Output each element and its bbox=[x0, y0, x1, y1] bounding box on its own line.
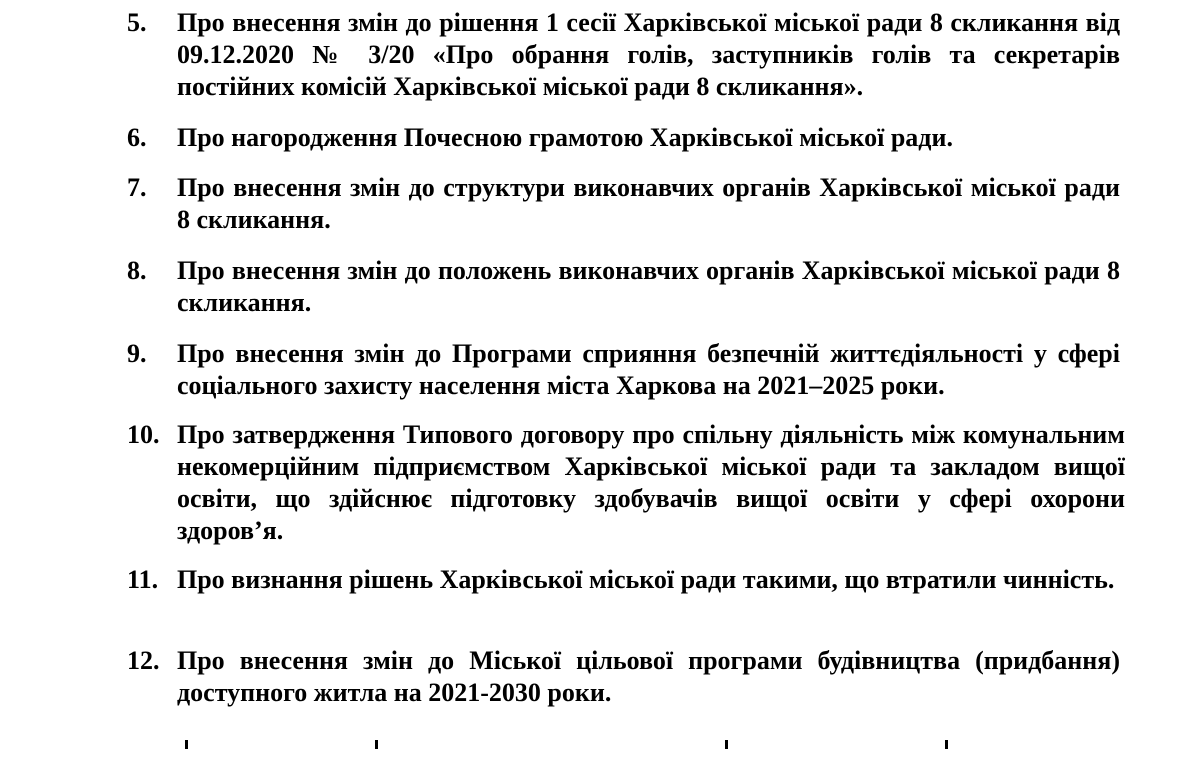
item-text: Про нагородження Почесною грамотою Харківської міської ради. bbox=[177, 123, 953, 152]
item-text: Про затвердження Типового договору про спільну діяльність між комунальним некомерційним підприємством Харківської міської ради та закладом вищої освіти, що здійснює підготовку здобувачів вищої освіти у сфері охорони здоров’я. bbox=[177, 420, 1125, 545]
agenda-item-6 bbox=[127, 122, 1120, 154]
agenda-item-12 bbox=[127, 645, 1120, 709]
item-number: 11. bbox=[127, 565, 159, 594]
agenda-item-8 bbox=[127, 255, 1120, 319]
cropped-next-line bbox=[175, 740, 1005, 750]
item-number: 5. bbox=[127, 8, 147, 37]
item-text: Про внесення змін до Програми сприяння безпечній життєдіяльності у сфері соціального захисту населення міста Харкова на 2021–2025 роки. bbox=[177, 339, 1120, 400]
item-text: Про внесення змін до положень виконавчих органів Харківської міської ради 8 скликання. bbox=[177, 256, 1120, 317]
item-number: 7. bbox=[127, 173, 147, 202]
agenda-item-11 bbox=[127, 564, 1120, 596]
agenda-item-9 bbox=[127, 338, 1120, 402]
item-text: Про внесення змін до структури виконавчих органів Харківської міської ради 8 скликання. bbox=[177, 173, 1120, 234]
item-number: 10. bbox=[127, 420, 160, 449]
item-number: 6. bbox=[127, 123, 147, 152]
item-text: Про визнання рішень Харківської міської ради такими, що втратили чинність. bbox=[177, 565, 1115, 594]
agenda-item-5 bbox=[127, 7, 1120, 103]
agenda-item-10 bbox=[127, 419, 1125, 547]
item-number: 9. bbox=[127, 339, 147, 368]
item-number: 8. bbox=[127, 256, 147, 285]
item-text: Про внесення змін до рішення 1 сесії Харківської міської ради 8 скликання від 09.12.2020 № 3/20 «Про обрання голів, заступників голів та секретарів постійних комісій Харківської міської ради 8 скликання». bbox=[177, 8, 1120, 101]
item-text: Про внесення змін до Міської цільової програми будівництва (придбання) доступного житла на 2021-2030 роки. bbox=[177, 646, 1120, 707]
agenda-item-7 bbox=[127, 172, 1120, 236]
item-number: 12. bbox=[127, 646, 160, 675]
